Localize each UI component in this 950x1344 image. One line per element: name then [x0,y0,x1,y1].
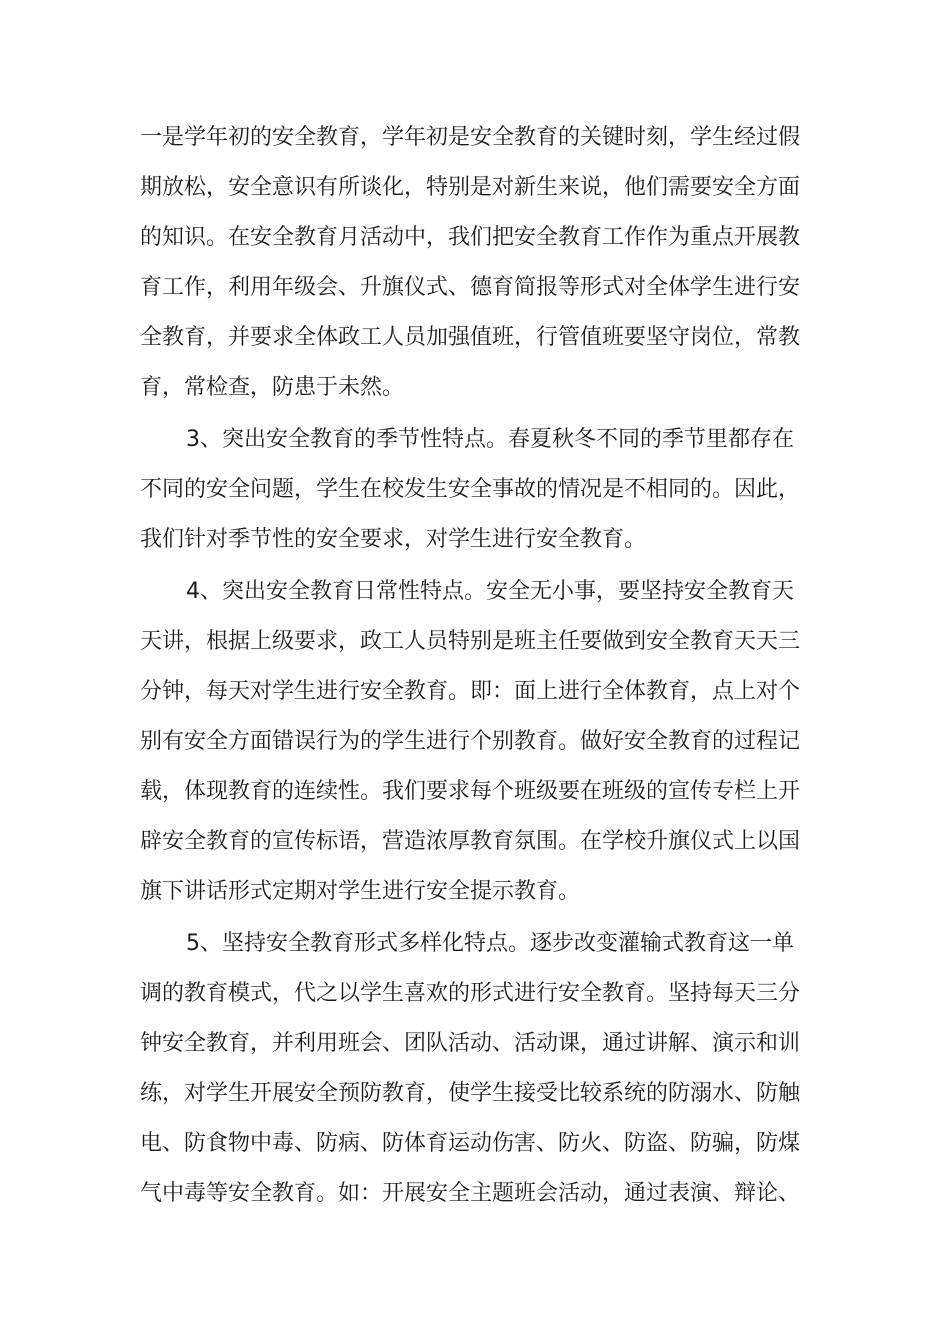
text-line [0,772,950,812]
text-line [0,520,950,560]
text-line [0,1024,950,1064]
paragraph-first-line [0,420,950,460]
text-line-content: 辟安全教育的宣传标语，营造浓厚教育氛围。在学校升旗仪式上以国 [140,829,801,854]
text-line-content: 分钟，每天对学生进行安全教育。即：面上进行全体教育，点上对个 [140,679,801,704]
text-line-content: 期放松，安全意识有所谈化，特别是对新生来说，他们需要安全方面 [140,175,801,200]
text-line [0,822,950,862]
text-line [0,722,950,762]
text-line [0,368,950,408]
text-line-content: 我们针对季节性的安全要求，对学生进行安全教育。 [140,527,647,552]
text-line [0,1124,950,1164]
paragraph-first-line [0,572,950,612]
text-line-content: 育工作，利用年级会、升旗仪式、德育简报等形式对全体学生进行安 [140,275,801,300]
text-line [0,872,950,912]
text-line [0,672,950,712]
text-line-content: 钟安全教育，并利用班会、团队活动、活动课，通过讲解、演示和训 [140,1031,801,1056]
text-line [0,168,950,208]
text-line-content: 天讲，根据上级要求，政工人员特别是班主任要做到安全教育天天三 [140,629,801,654]
text-line-content: 气中毒等安全教育。如：开展安全主题班会活动，通过表演、辩论、 [140,1181,801,1206]
text-line-content: 3、突出安全教育的季节性特点。春夏秋冬不同的季节里都存在 [186,427,794,452]
text-line-content: 一是学年初的安全教育，学年初是安全教育的关键时刻，学生经过假 [140,125,801,150]
text-line-content: 旗下讲话形式定期对学生进行安全提示教育。 [140,879,581,904]
text-line-content: 的知识。在安全教育月活动中，我们把安全教育工作作为重点开展教 [140,225,801,250]
text-line [0,1174,950,1214]
text-line-content: 调的教育模式，代之以学生喜欢的形式进行安全教育。坚持每天三分 [140,981,801,1006]
text-line-content: 4、突出安全教育日常性特点。安全无小事，要坚持安全教育天 [186,579,794,604]
paragraph-first-line [0,924,950,964]
text-line [0,470,950,510]
text-line [0,118,950,158]
text-line-content: 练，对学生开展安全预防教育，使学生接受比较系统的防溺水、防触 [140,1081,801,1106]
text-line-content: 载，体现教育的连续性。我们要求每个班级要在班级的宣传专栏上开 [140,779,801,804]
text-line [0,268,950,308]
text-line [0,318,950,358]
text-line-content: 电、防食物中毒、防病、防体育运动伤害、防火、防盗、防骗，防煤 [140,1131,801,1156]
text-line [0,622,950,662]
text-line-content: 全教育，并要求全体政工人员加强值班，行管值班要坚守岗位，常教 [140,325,801,350]
text-line-content: 5、坚持安全教育形式多样化特点。逐步改变灌输式教育这一单 [186,931,794,956]
text-line [0,1074,950,1114]
text-line [0,974,950,1014]
text-line-content: 不同的安全问题，学生在校发生安全事故的情况是不相同的。因此， [140,477,801,502]
text-line-content: 别有安全方面错误行为的学生进行个别教育。做好安全教育的过程记 [140,729,801,754]
text-line-content: 育，常检查，防患于未然。 [140,375,405,400]
text-line [0,218,950,258]
